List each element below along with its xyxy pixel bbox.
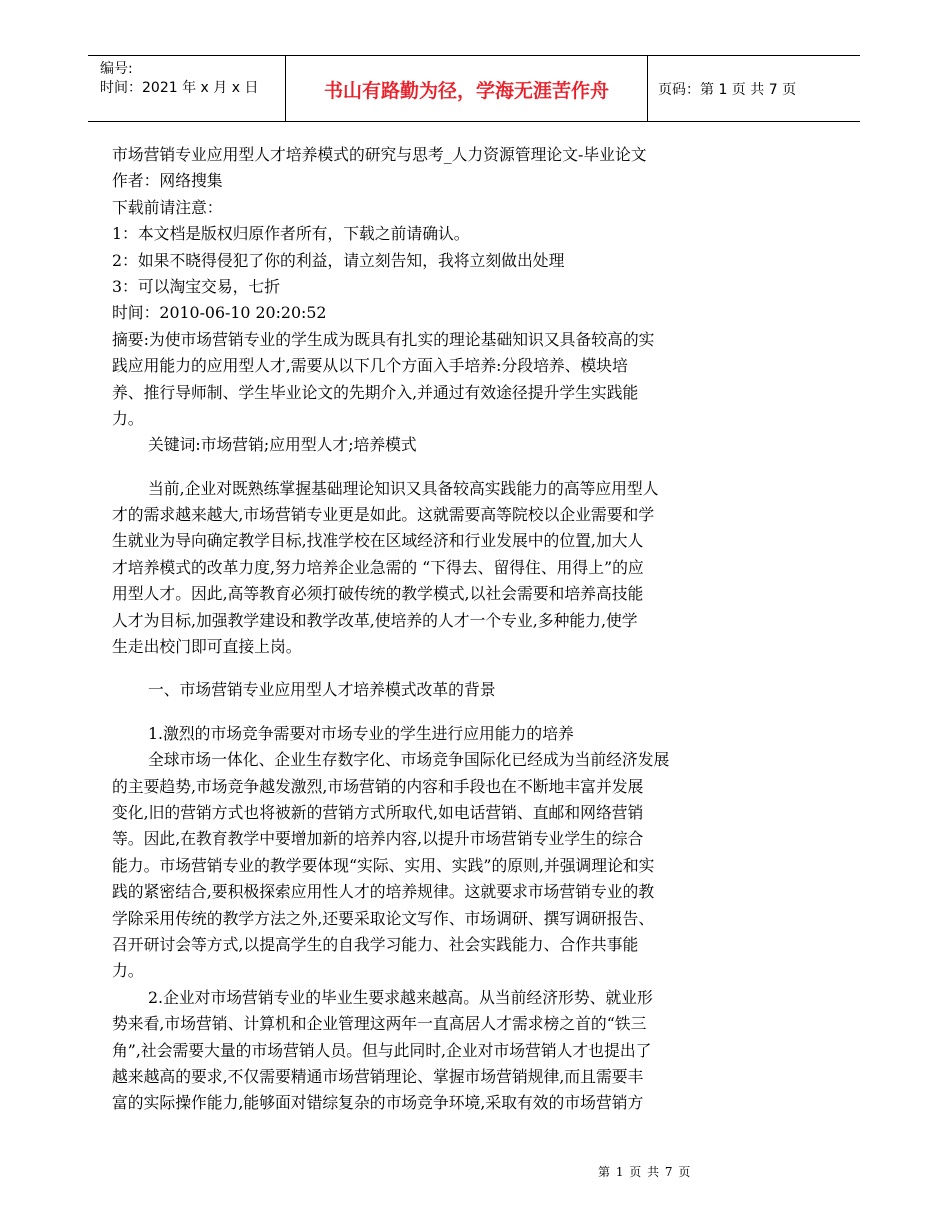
- intro-line: 才培养模式的改革力度,努力培养企业急需的 “下得去、留得住、用得上”的应: [112, 557, 644, 577]
- paragraph-line: 的主要趋势,市场竞争越发激烈,市场营销的内容和手段也在不断地丰富并发展: [112, 776, 644, 796]
- notice-item: 2：如果不晓得侵犯了你的利益，请立刻告知，我将立刻做出处理: [112, 250, 565, 270]
- abstract-line: 摘要:为使市场营销专业的学生成为既具有扎实的理论基础知识又具备较高的实: [112, 329, 655, 349]
- paragraph-line: 越来越高的要求,不仅需要精通市场营销理论、掌握市场营销规律,而且需要丰: [112, 1066, 644, 1086]
- subsection-heading: 1.激烈的市场竞争需要对市场专业的学生进行应用能力的培养: [148, 723, 574, 743]
- paragraph-line: 角”,社会需要大量的市场营销人员。但与此同时,企业对市场营销人才也提出了: [112, 1040, 652, 1060]
- paragraph-line: 2.企业对市场营销专业的毕业生要求越来越高。从当前经济形势、就业形: [148, 987, 653, 1007]
- paragraph-line: 力。: [112, 961, 144, 981]
- paragraph-line: 践的紧密结合,要积极探索应用性人才的培养规律。这就要求市场营销专业的教: [112, 882, 655, 902]
- page-header: [88, 55, 860, 122]
- paragraph-line: 富的实际操作能力,能够面对错综复杂的市场竞争环境,采取有效的市场营销方: [112, 1093, 644, 1113]
- intro-line: 用型人才。因此,高等教育必须打破传统的教学模式,以社会需要和培养高技能: [112, 584, 644, 604]
- intro-line: 当前,企业对既熟练掌握基础理论知识又具备较高实践能力的高等应用型人: [148, 478, 659, 498]
- paragraph-line: 全球市场一体化、企业生存数字化、市场竞争国际化已经成为当前经济发展: [148, 750, 670, 770]
- page-footer: 第 1 页 共 7 页: [598, 1165, 692, 1179]
- intro-line: 人才为目标,加强教学建设和教学改革,使培养的人才一个专业,多种能力,使学: [112, 610, 638, 630]
- abstract-line: 践应用能力的应用型人才,需要从以下几个方面入手培养:分段培养、模块培: [112, 356, 628, 376]
- abstract-line: 力。: [112, 408, 144, 428]
- intro-line: 才的需求越来越大,市场营销专业更是如此。这就需要高等院校以企业需要和学: [112, 505, 655, 525]
- section-heading: 一、市场营销专业应用型人才培养模式改革的背景: [148, 680, 496, 700]
- notice-item: 3：可以淘宝交易，七折: [112, 276, 281, 296]
- paragraph-line: 学除采用传统的教学方法之外,还要采取论文写作、市场调研、撰写调研报告、: [112, 908, 655, 928]
- article-author: 作者：网络搜集: [112, 171, 223, 191]
- paragraph-line: 等。因此,在教育教学中要增加新的培养内容,以提升市场营销专业学生的综合: [112, 829, 644, 849]
- paragraph-line: 能力。市场营销专业的教学要体现“实际、实用、实践”的原则,并强调理论和实: [112, 855, 655, 875]
- article-timestamp: 时间：2010-06-10 20:20:52: [112, 303, 327, 323]
- header-meta: [88, 56, 285, 121]
- article-title: 市场营销专业应用型人才培养模式的研究与思考_人力资源管理论文-毕业论文: [112, 145, 647, 164]
- keywords: 关键词:市场营销;应用型人才;培养模式: [148, 435, 417, 455]
- notice-item: 1：本文档是版权归原作者所有，下载之前请确认。: [112, 224, 470, 244]
- paragraph-line: 变化,旧的营销方式也将被新的营销方式所取代,如电话营销、直邮和网络营销: [112, 802, 644, 822]
- paragraph-line: 召开研讨会等方式,以提高学生的自我学习能力、社会实践能力、合作共事能: [112, 934, 639, 954]
- date-label: 时间：2021 年 x 月 x 日: [100, 80, 259, 96]
- spacer: [112, 704, 772, 721]
- spacer: [112, 459, 772, 476]
- spacer: [112, 660, 772, 677]
- document-body: [112, 142, 772, 1117]
- paragraph-line: 势来看,市场营销、计算机和企业管理这两年一直高居人才需求榜之首的“铁三: [112, 1014, 647, 1034]
- abstract-line: 养、推行导师制、学生毕业论文的先期介入,并通过有效途径提升学生实践能: [112, 382, 639, 402]
- header-page-info: 页码：第 1 页 共 7 页: [658, 81, 797, 98]
- number-label: 编号:: [100, 61, 133, 77]
- intro-line: 生就业为导向确定教学目标,找准学校在区域经济和行业发展中的位置,加大人: [112, 531, 644, 551]
- intro-line: 生走出校门即可直接上岗。: [112, 637, 302, 657]
- notice-heading: 下载前请注意：: [112, 197, 223, 217]
- header-motto: 书山有路勤为径，学海无涯苦作舟: [285, 56, 648, 121]
